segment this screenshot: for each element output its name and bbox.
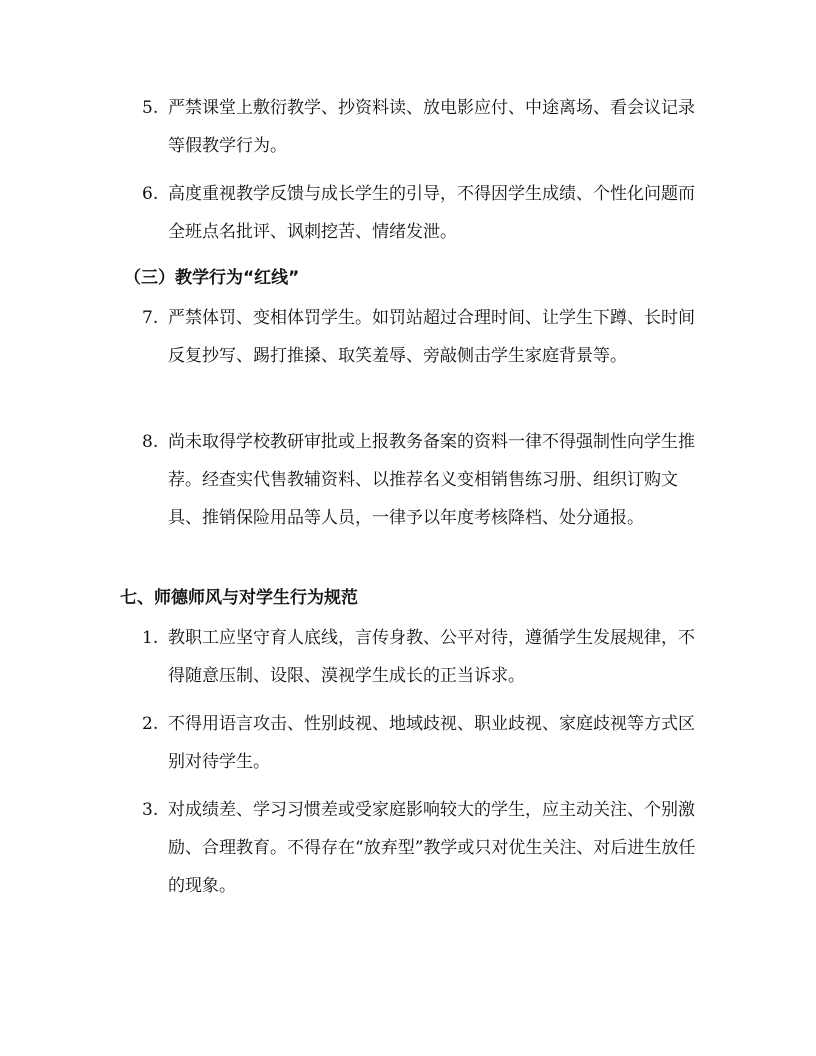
list-number: 3. (142, 800, 159, 820)
list-item-s7-1 (142, 619, 698, 695)
list-item-s7-2 (142, 705, 698, 781)
list-number: 7. (142, 308, 159, 328)
list-number: 5. (142, 98, 159, 118)
list-text: 严禁体罚、变相体罚学生。如罚站超过合理时间、让学生下蹲、长时间反复抄写、踢打推搡、取笑羞辱、旁敲侧击学生家庭背景等。 (168, 308, 695, 366)
list-text: 尚未取得学校教研审批或上报教务备案的资料一律不得强制性向学生推荐。经查实代售教辅资料、以推荐名义变相销售练习册、组织订购文具、推销保险用品等人员，一律予以年度考核降档、处分通报。 (168, 432, 695, 528)
list-item-8 (142, 423, 698, 537)
list-item-s7-3 (142, 791, 698, 905)
list-number: 2. (142, 714, 159, 734)
list-text: 对成绩差、学习习惯差或受家庭影响较大的学生，应主动关注、个别激励、合理教育。不得存在“放弃型”教学或只对优生关注、对后进生放任的现象。 (168, 800, 696, 896)
list-item-6 (142, 175, 698, 251)
list-number: 8. (142, 432, 159, 452)
list-number: 1. (142, 628, 159, 648)
list-item-7 (142, 299, 698, 375)
list-text: 不得用语言攻击、性别歧视、地域歧视、职业歧视、家庭歧视等方式区别对待学生。 (168, 714, 695, 772)
subsection-heading-red-line: （三）教学行为“红线” (124, 268, 300, 288)
list-text: 严禁课堂上敷衍教学、抄资料读、放电影应付、中途离场、看会议记录等假教学行为。 (168, 98, 695, 156)
section-heading-7: 七、师德师风与对学生行为规范 (120, 588, 358, 608)
list-text: 高度重视教学反馈与成长学生的引导，不得因学生成绩、个性化问题而全班点名批评、讽刺挖苦、情绪发泄。 (168, 184, 695, 242)
list-text: 教职工应坚守育人底线，言传身教、公平对待，遵循学生发展规律，不得随意压制、设限、漠视学生成长的正当诉求。 (168, 628, 695, 686)
list-number: 6. (142, 184, 159, 204)
list-item-5 (142, 89, 698, 165)
